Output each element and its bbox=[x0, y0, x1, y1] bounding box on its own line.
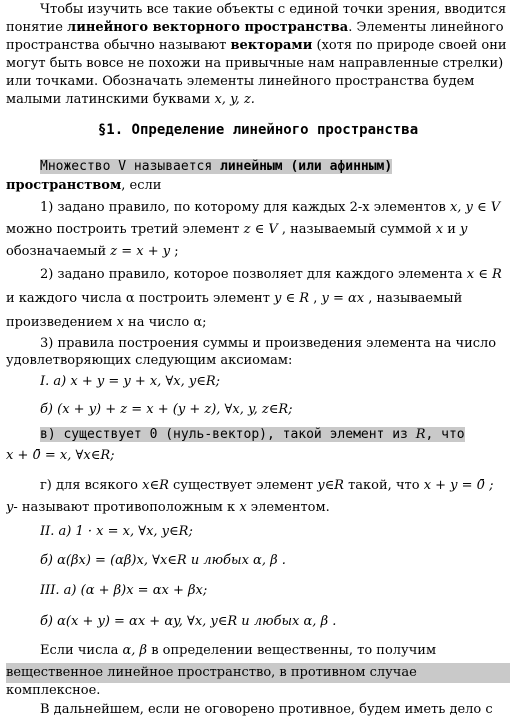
axiom-1a: I. а) x + y = y + x, ∀x, y∈R; bbox=[40, 374, 221, 389]
definition-line-1: Множество V называется линейным (или афинным) bbox=[40, 159, 393, 174]
rule-1-line-3: обозначаемый z = x + y ; bbox=[6, 244, 179, 259]
intro-line-5: или точками. Обозначать элементы линейного пространства будем bbox=[6, 74, 475, 89]
end-line-2: вещественное линейное пространство, в противном случае bbox=[6, 663, 510, 683]
end-line-1: Если числа α, β в определении вещественны, то получим bbox=[40, 643, 437, 658]
rule-3-line-1: 3) правила построения суммы и произведения элемента на число bbox=[40, 336, 497, 351]
rule-1-line-2: можно построить третий элемент z ∈ V , называемый суммой x и y bbox=[6, 222, 468, 237]
axiom-2b: б) α(βx) = (αβ)x, ∀x∈R и любых α, β . bbox=[40, 553, 286, 568]
intro-line-4: могут быть вовсе не похожи на привычные нам направленные стрелки) bbox=[6, 56, 504, 71]
rule-1-line-1: 1) задано правило, по которому для каждых 2-х элементов x, y ∈ V bbox=[40, 200, 501, 215]
term-vectors: векторами bbox=[230, 38, 313, 53]
end-line-4: В дальнейшем, если не оговорено противное, будем иметь дело с bbox=[40, 702, 493, 717]
intro-line-3: пространства обычно называют векторами (хотя по природе своей они bbox=[6, 38, 507, 53]
axiom-1g-line-1: г) для всякого x∈R существует элемент y∈R такой, что x + y = 0̄ ; bbox=[40, 478, 494, 493]
term-space: пространством bbox=[6, 178, 122, 193]
rule-2-line-2: и каждого числа α построить элемент y ∈ R , y = αx , называемый bbox=[6, 291, 463, 306]
intro-line-2: понятие линейного векторного пространства. Элементы линейного bbox=[6, 20, 504, 35]
rule-2-line-1: 2) задано правило, которое позволяет для каждого элемента x ∈ R bbox=[40, 267, 502, 282]
rule-2-line-3: произведением x на число α; bbox=[6, 315, 207, 330]
term-linear-vector-space: линейного векторного пространства bbox=[67, 20, 349, 35]
definition-line-2: пространством, если bbox=[6, 178, 162, 193]
rule-3-line-2: удовлетворяющих следующим аксиомам: bbox=[6, 353, 293, 368]
section-title: §1. Определение линейного пространства bbox=[97, 122, 419, 138]
axiom-1g-line-2: y- называют противоположным к x элементом. bbox=[6, 500, 330, 515]
axiom-1b: б) (x + y) + z = x + (y + z), ∀x, y, z∈R; bbox=[40, 402, 293, 417]
intro-line-1: Чтобы изучить все такие объекты с единой точки зрения, вводится bbox=[40, 2, 507, 17]
axiom-1v-line-2: x + 0̄ = x, ∀x∈R; bbox=[6, 448, 115, 463]
axiom-1v-line-1: в) существует 0 (нуль-вектор), такой элемент из R, что bbox=[40, 427, 465, 442]
axiom-3a: III. а) (α + β)x = αx + βx; bbox=[40, 583, 208, 598]
end-line-3: комплексное. bbox=[6, 683, 101, 698]
intro-line-6: малыми латинскими буквами x, y, z. bbox=[6, 92, 255, 107]
axiom-3b: б) α(x + y) = αx + αy, ∀x, y∈R и любых α, β . bbox=[40, 614, 337, 629]
axiom-2a: II. а) 1 · x = x, ∀x, y∈R; bbox=[40, 524, 193, 539]
